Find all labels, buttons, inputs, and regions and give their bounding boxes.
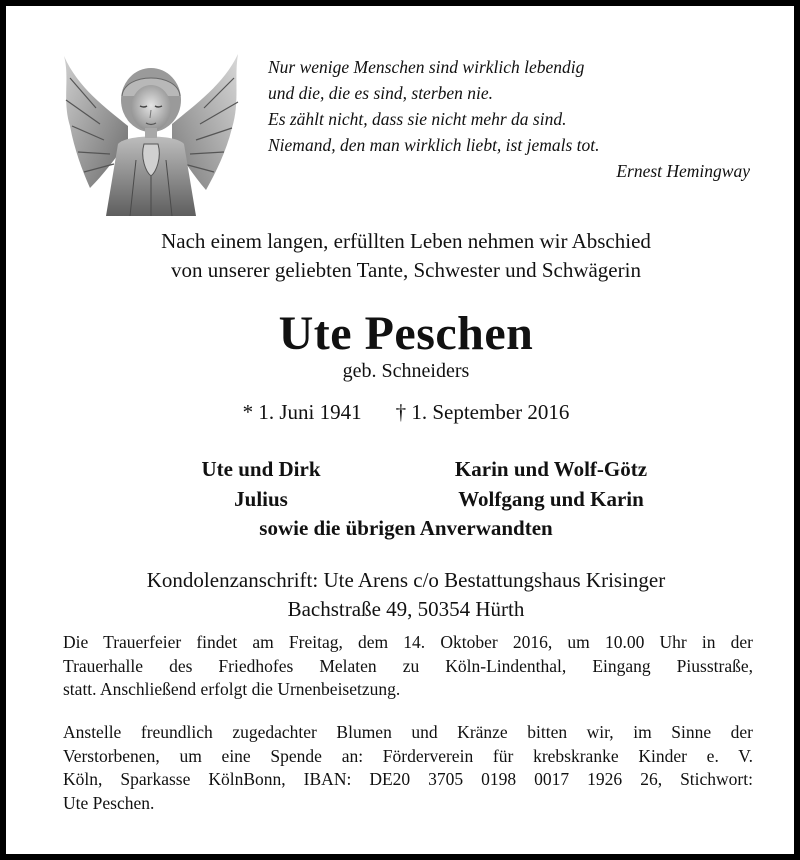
poem-line: Nur wenige Menschen sind wirklich lebendig bbox=[268, 57, 585, 77]
other-relatives: sowie die übrigen Anverwandten bbox=[259, 516, 553, 540]
paragraph-line: Verstorbenen, um eine Spende an: Förderverein für krebskranke Kinder e. V. bbox=[63, 745, 753, 766]
intro-line: Nach einem langen, erfüllten Leben nehmen wir Abschied bbox=[161, 229, 651, 253]
poem-line: und die, die es sind, sterben nie. bbox=[268, 83, 494, 103]
death-date: † 1. September 2016 bbox=[395, 400, 570, 424]
paragraph-line: Anstelle freundlich zugedachter Blumen und Kränze bitten wir, im Sinne der bbox=[63, 722, 753, 742]
angel-image bbox=[56, 48, 242, 216]
paragraph-line: Die Trauerfeier findet am Freitag, dem 14. Oktober 2016, um 10.00 Uhr in der bbox=[63, 632, 753, 652]
life-dates bbox=[6, 398, 800, 426]
intro-line: von unserer geliebten Tante, Schwester und Schwägerin bbox=[171, 258, 641, 282]
donation-paragraph bbox=[63, 721, 753, 815]
paragraph-line: Trauerhalle des Friedhofes Melaten zu Köln-Lindenthal, Eingang Piusstraße, bbox=[63, 655, 753, 676]
mourners-left bbox=[181, 454, 341, 514]
deceased-name: Ute Peschen bbox=[278, 307, 534, 360]
poem-author: Ernest Hemingway bbox=[616, 161, 750, 181]
maiden-name: geb. Schneiders bbox=[342, 360, 470, 382]
condolence-line: Kondolenzanschrift: Ute Arens c/o Bestattungshaus Krisinger bbox=[146, 568, 666, 592]
condolence-line: Bachstraße 49, 50354 Hürth bbox=[287, 597, 525, 621]
condolence-address bbox=[6, 566, 800, 624]
mourner-entry: Ute und Dirk bbox=[201, 457, 321, 481]
mourner-entry: Wolfgang und Karin bbox=[458, 487, 644, 511]
poem-quote bbox=[268, 54, 758, 184]
mourners-right bbox=[426, 454, 676, 514]
birth-date: * 1. Juni 1941 bbox=[242, 400, 362, 424]
funeral-paragraph bbox=[63, 631, 753, 702]
mourner-entry: Karin und Wolf-Götz bbox=[454, 457, 648, 481]
intro-text bbox=[6, 227, 800, 285]
paragraph-line: Ute Peschen. bbox=[63, 792, 155, 813]
mourner-entry: Julius bbox=[234, 487, 288, 511]
poem-line: Es zählt nicht, dass sie nicht mehr da sind. bbox=[268, 109, 567, 129]
paragraph-line: statt. Anschließend erfolgt die Urnenbeisetzung. bbox=[63, 679, 401, 699]
poem-line: Niemand, den man wirklich liebt, ist jemals tot. bbox=[268, 135, 600, 155]
paragraph-line: Köln, Sparkasse KölnBonn, IBAN: DE20 3705 0198 0017 1926 26, Stichwort: bbox=[63, 769, 753, 789]
